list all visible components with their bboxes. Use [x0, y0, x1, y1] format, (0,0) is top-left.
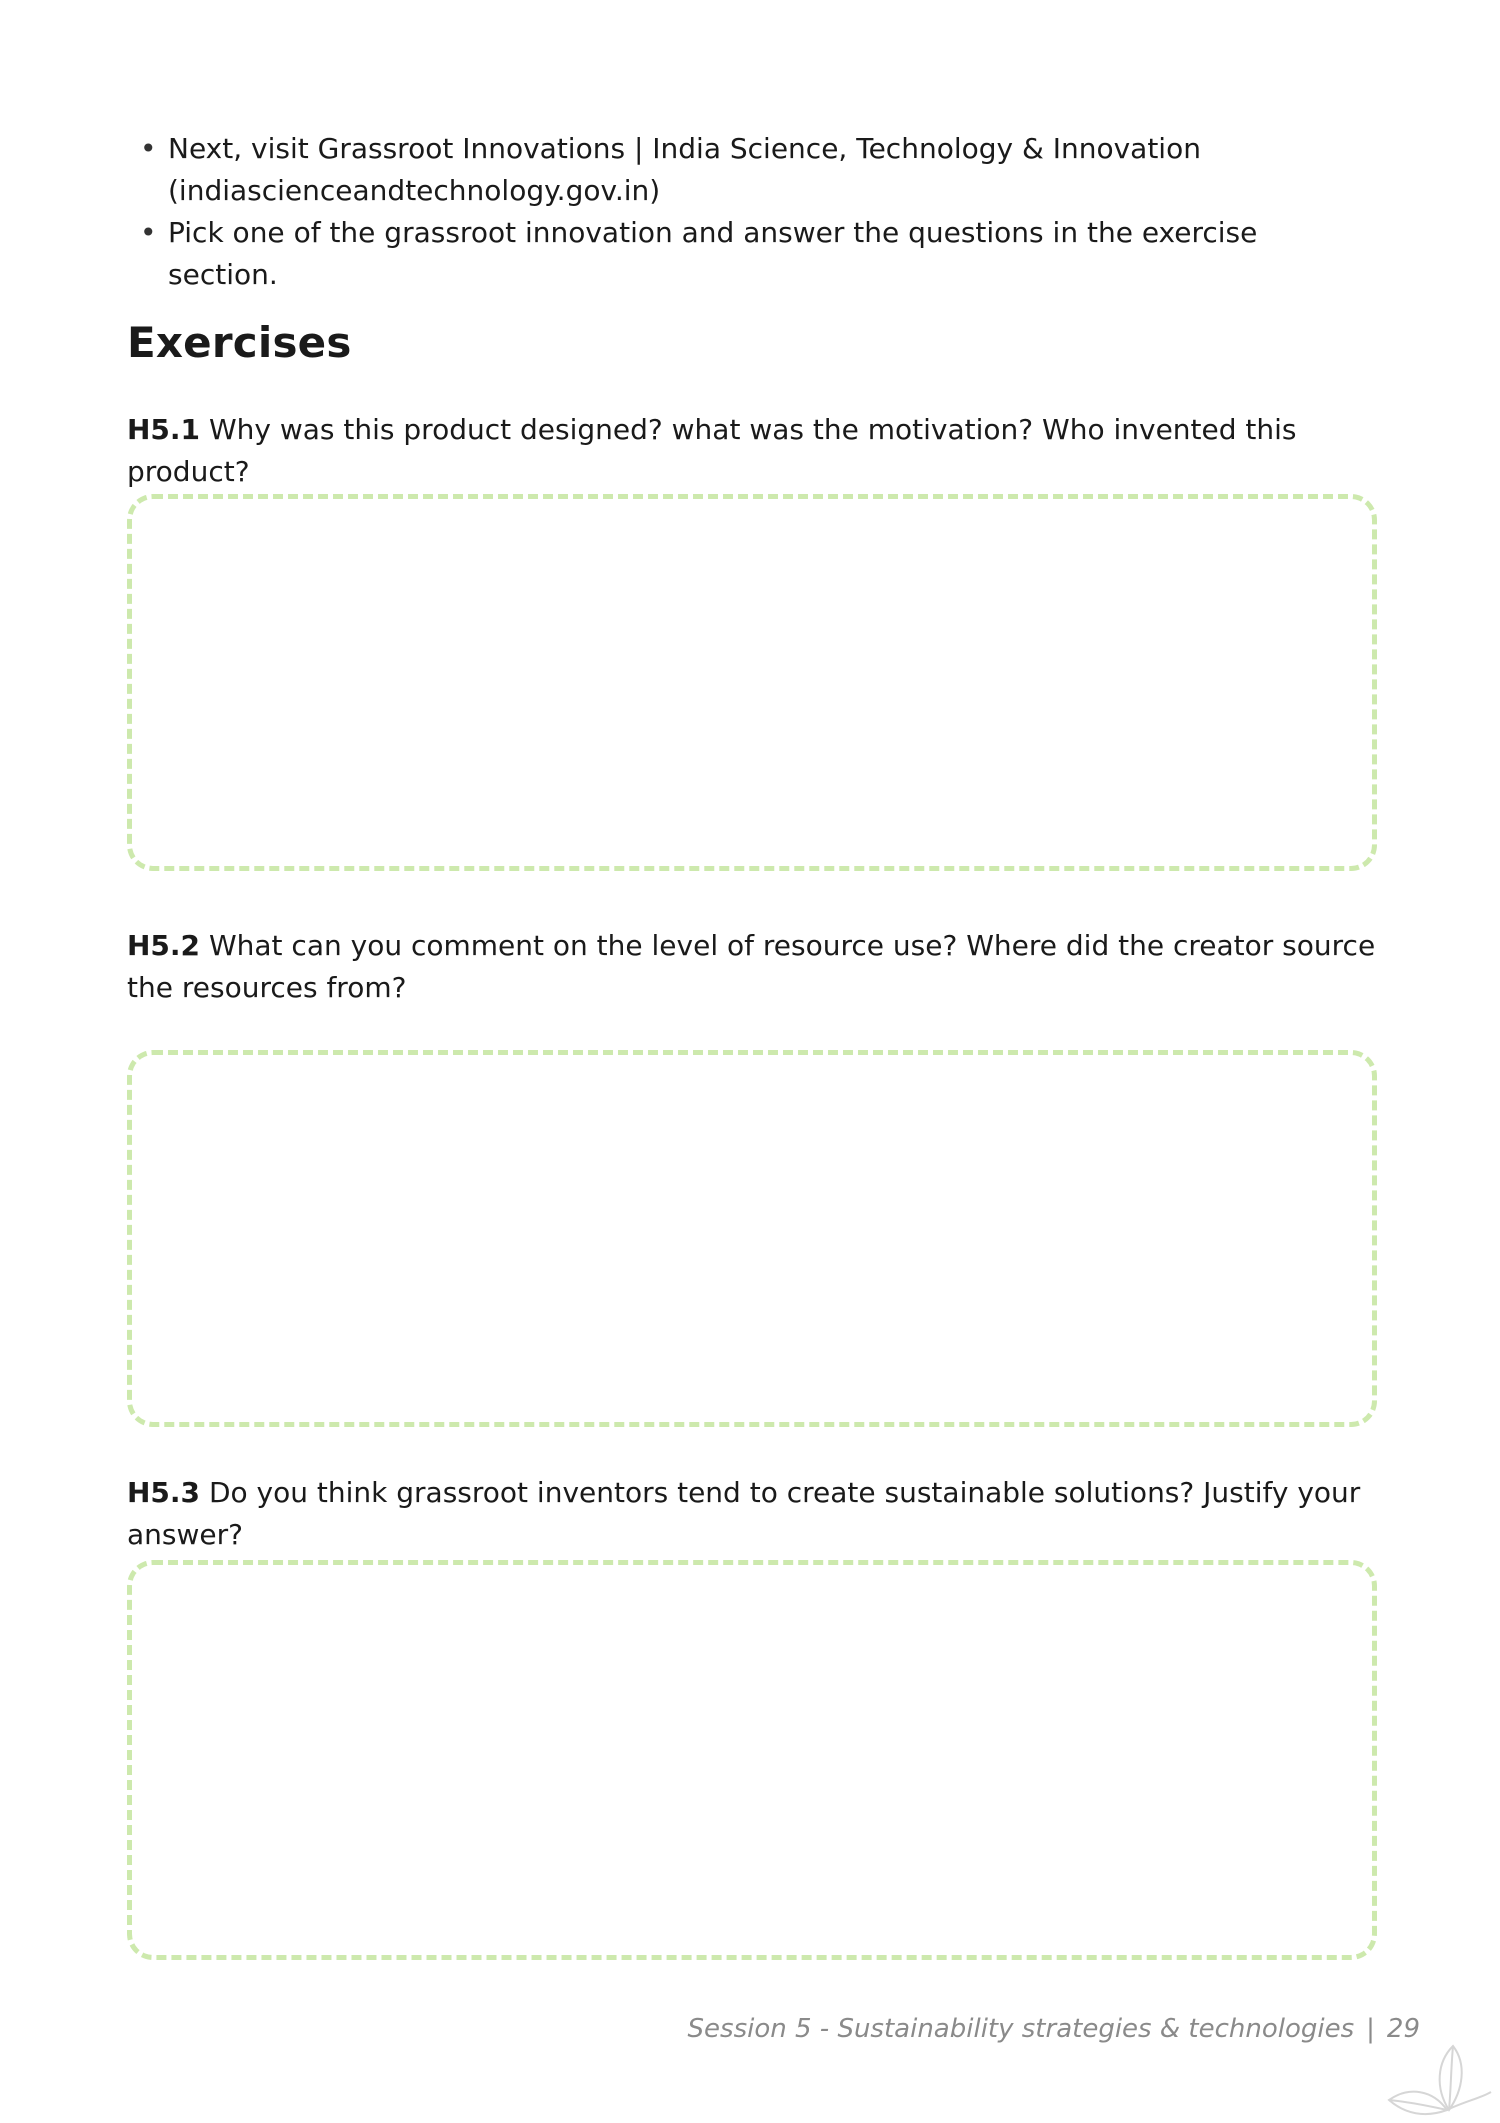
- leaf-icon: [1385, 2040, 1495, 2120]
- question-text: Why was this product designed? what was the motivation? Who invented this product?: [127, 413, 1297, 488]
- intro-bullet-list: [140, 128, 1360, 296]
- page-number: 29: [1386, 2014, 1420, 2044]
- answer-box-h5-2[interactable]: [127, 1050, 1377, 1427]
- intro-bullet-text: Next, visit Grassroot Innovations | India Science, Technology & Innovation (indiascienceandtechnology.gov.in): [168, 132, 1201, 207]
- intro-bullet-item: [140, 128, 1360, 212]
- question-h5-2: [127, 925, 1377, 1009]
- footer-session-text: Session 5 - Sustainability strategies & technologies: [687, 2014, 1355, 2044]
- intro-bullet-text: Pick one of the grassroot innovation and answer the questions in the exercise section.: [168, 216, 1258, 291]
- question-h5-1: [127, 409, 1377, 493]
- page-footer: [688, 2014, 1420, 2044]
- intro-bullet-item: [140, 212, 1360, 296]
- question-number: H5.2: [127, 929, 201, 962]
- bullet-icon: •: [140, 132, 157, 165]
- answer-box-h5-1[interactable]: [127, 494, 1377, 871]
- bullet-icon: •: [140, 216, 157, 249]
- question-text: What can you comment on the level of resource use? Where did the creator source the resources from?: [127, 929, 1376, 1004]
- question-h5-3: [127, 1472, 1377, 1556]
- footer-separator: |: [1366, 2014, 1375, 2044]
- question-text: Do you think grassroot inventors tend to create sustainable solutions? Justify your answer?: [127, 1476, 1361, 1551]
- question-number: H5.1: [127, 413, 201, 446]
- answer-box-h5-3[interactable]: [127, 1560, 1377, 1960]
- question-number: H5.3: [127, 1476, 201, 1509]
- exercises-heading: Exercises: [127, 318, 352, 367]
